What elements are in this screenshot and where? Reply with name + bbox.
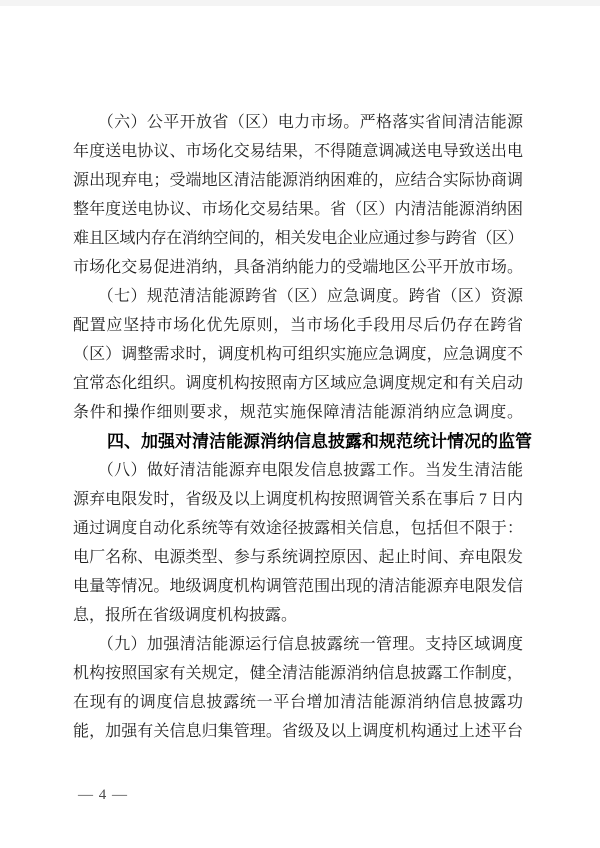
text-line: 息，报所在省级调度机构披露。 xyxy=(73,607,298,624)
text-line: 机构按照国家有关规定，健全清洁能源消纳信息披露工作制度， xyxy=(73,665,523,682)
page-number: — 4 — xyxy=(78,787,128,803)
text-line: 市场化交易促进消纳，具备消纳能力的受端地区公平开放市场。 xyxy=(73,259,523,276)
text-line: （九）加强清洁能源运行信息披露统一管理。支持区域调度 xyxy=(73,636,523,653)
text-line: （六）公平开放省（区）电力市场。严格落实省间清洁能源 xyxy=(73,114,523,131)
text-line: 通过调度自动化系统等有效途径披露相关信息，包括但不限于： xyxy=(73,520,523,537)
scan-edge-shading xyxy=(0,0,600,6)
text-line: 整年度送电协议、市场化交易结果。省（区）内清洁能源消纳困 xyxy=(73,201,523,218)
text-line: 宜常态化组织。调度机构按照南方区域应急调度规定和有关启动 xyxy=(73,375,523,392)
text-line: （七）规范清洁能源跨省（区）应急调度。跨省（区）资源 xyxy=(73,288,523,305)
section-heading: 四、加强对清洁能源消纳信息披露和规范统计情况的监管 xyxy=(73,432,532,451)
text-line: 年度送电协议、市场化交易结果，不得随意调减送电导致送出电 xyxy=(73,143,523,160)
paragraph-clause-8 xyxy=(73,456,523,630)
text-line: 在现有的调度信息披露统一平台增加清洁能源消纳信息披露功 xyxy=(73,694,523,711)
text-line: 电量等情况。地级调度机构调管范围出现的清洁能源弃电限发信 xyxy=(73,578,523,595)
text-line: 条件和操作细则要求，规范实施保障清洁能源消纳应急调度。 xyxy=(73,404,523,421)
text-line: 能，加强有关信息归集管理。省级及以上调度机构通过上述平台 xyxy=(73,723,523,740)
paragraph-clause-7 xyxy=(73,282,523,427)
text-line: 配置应坚持市场化优先原则，当市场化手段用尽后仍存在跨省 xyxy=(73,317,523,334)
document-body xyxy=(73,108,532,746)
paragraph-clause-9 xyxy=(73,630,523,746)
text-line: （八）做好清洁能源弃电限发信息披露工作。当发生清洁能 xyxy=(73,462,523,479)
text-line: 源出现弃电；受端地区清洁能源消纳困难的，应结合实际协商调 xyxy=(73,172,523,189)
text-line: 电厂名称、电源类型、参与系统调控原因、起止时间、弃电限发 xyxy=(73,549,523,566)
text-line: （区）调整需求时，调度机构可组织实施应急调度，应急调度不 xyxy=(73,346,523,363)
text-line: 难且区域内存在消纳空间的，相关发电企业应通过参与跨省（区） xyxy=(73,230,523,247)
paragraph-clause-6 xyxy=(73,108,523,282)
text-line: 源弃电限发时，省级及以上调度机构按照调管关系在事后 7 日内 xyxy=(73,491,523,508)
